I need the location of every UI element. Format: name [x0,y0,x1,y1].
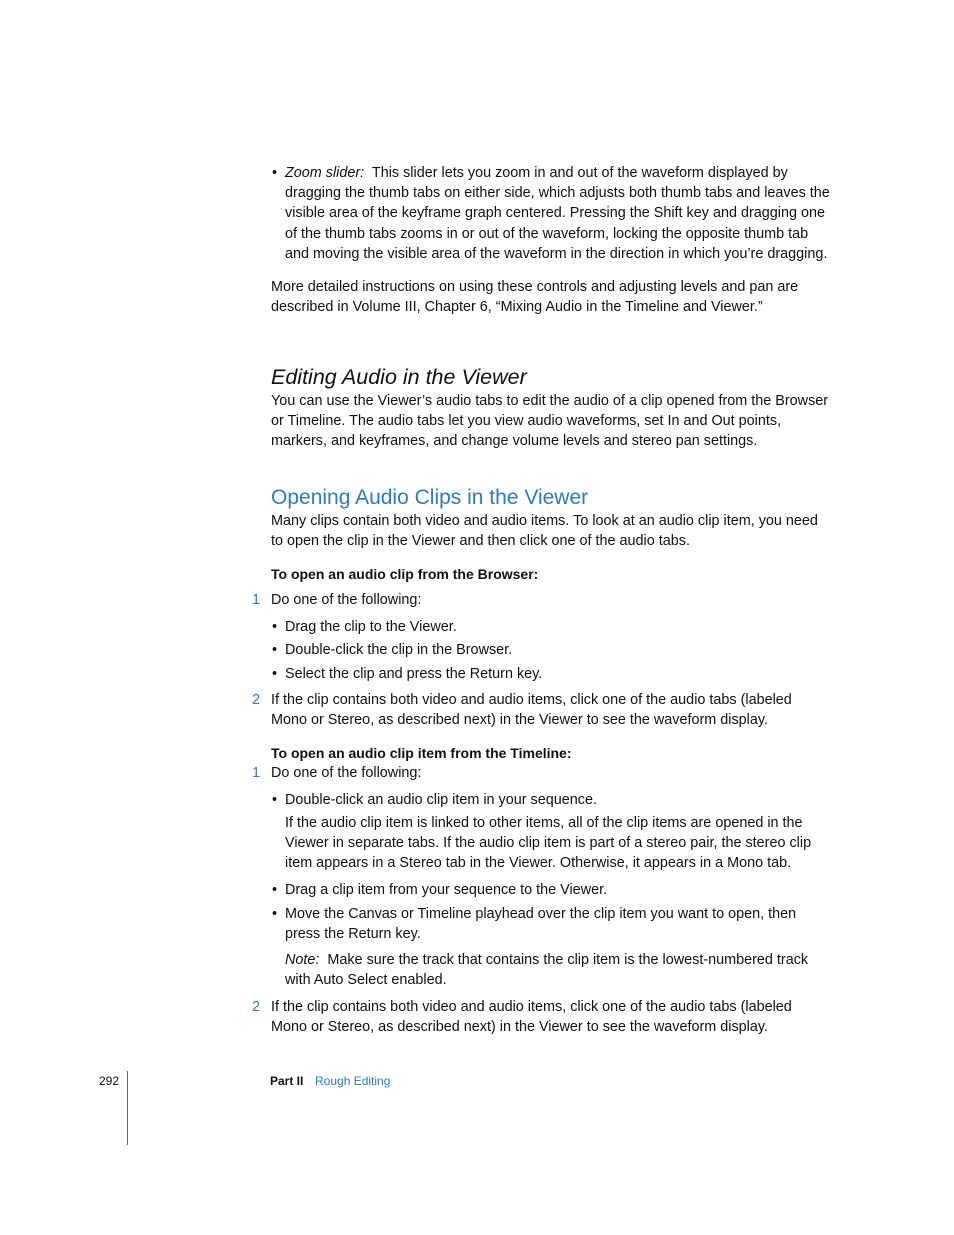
note-text: Make sure the track that contains the clip item is the lowest-numbered track with Auto Select enabled. [285,952,809,989]
note-label: Note: [285,952,320,968]
section-title: Editing Audio in the Viewer [271,365,527,389]
step-text: If the clip contains both video and audio items, click one of the audio tabs (labeled Mono or Stereo, as described next) in the Viewer to see the waveform display. [271,999,792,1036]
bullet-marker: • [272,666,278,682]
bullet-marker: • [272,792,278,808]
step-text: Do one of the following: [271,592,422,608]
bullet-marker: • [272,906,278,922]
page-number: 292 [99,1074,120,1088]
zoom-slider-bullet [285,163,831,264]
footer-divider [127,1071,128,1145]
list-item: Move the Canvas or Timeline playhead over the clip item you want to open, then press the Return key. [285,906,797,943]
list-item: Select the clip and press the Return key. [285,666,543,682]
bullet-marker: • [272,642,278,658]
note [285,950,831,990]
intro-paragraph: More detailed instructions on using these controls and adjusting levels and pan are described in Volume III, Chapter 6, “Mixing Audio in the Timeline and Viewer.” [271,279,799,316]
footer-section-label: Rough Editing [315,1074,391,1088]
step-number: 2 [252,999,261,1015]
bullet-marker: • [272,619,278,635]
step-text: If the clip contains both video and audio items, click one of the audio tabs (labeled Mono or Stereo, as described next) in the Viewer to see the waveform display. [271,692,792,729]
step-number: 1 [252,592,261,608]
bullet-text: This slider lets you zoom in and out of the waveform displayed by dragging the thumb tabs on either side, which adjusts both thumb tabs and leaves the visible area of the keyframe graph centered. Pressing the Shift key and dragging one of the thumb tabs zooms in or out of the waveform, locking the opposite thumb tab and moving the visible area of the waveform in the direction in which you’re dragging. [285,165,830,262]
list-item: Double-click an audio clip item in your sequence. [285,792,597,808]
step-text: Do one of the following: [271,765,422,781]
procedure-heading-browser: To open an audio clip from the Browser: [271,566,539,582]
procedure-heading-timeline: To open an audio clip item from the Timeline: [271,745,572,761]
list-item-detail: If the audio clip item is linked to other items, all of the clip items are opened in the Viewer in separate tabs. If the audio clip item is part of a stereo pair, the stereo clip item appears in a Stereo tab in the Viewer. Otherwise, it appears in a Mono tab. [285,815,812,872]
step-number: 2 [252,692,261,708]
list-item: Drag the clip to the Viewer. [285,619,457,635]
section-body: You can use the Viewer’s audio tabs to edit the audio of a clip opened from the Browser or Timeline. The audio tabs let you view audio waveforms, set In and Out points, markers, and keyframes, and change volume levels and stereo pan settings. [271,393,829,450]
list-item: Drag a clip item from your sequence to the Viewer. [285,882,608,898]
bullet-marker: • [272,165,278,181]
subsection-title: Opening Audio Clips in the Viewer [271,486,589,509]
list-item: Double-click the clip in the Browser. [285,642,513,658]
subsection-body: Many clips contain both video and audio items. To look at an audio clip item, you need to open the clip in the Viewer and then click one of the audio tabs. [271,513,818,550]
bullet-marker: • [272,882,278,898]
bullet-term: Zoom slider: [285,165,365,181]
footer-part-label: Part II [270,1074,304,1088]
step-number: 1 [252,765,261,781]
